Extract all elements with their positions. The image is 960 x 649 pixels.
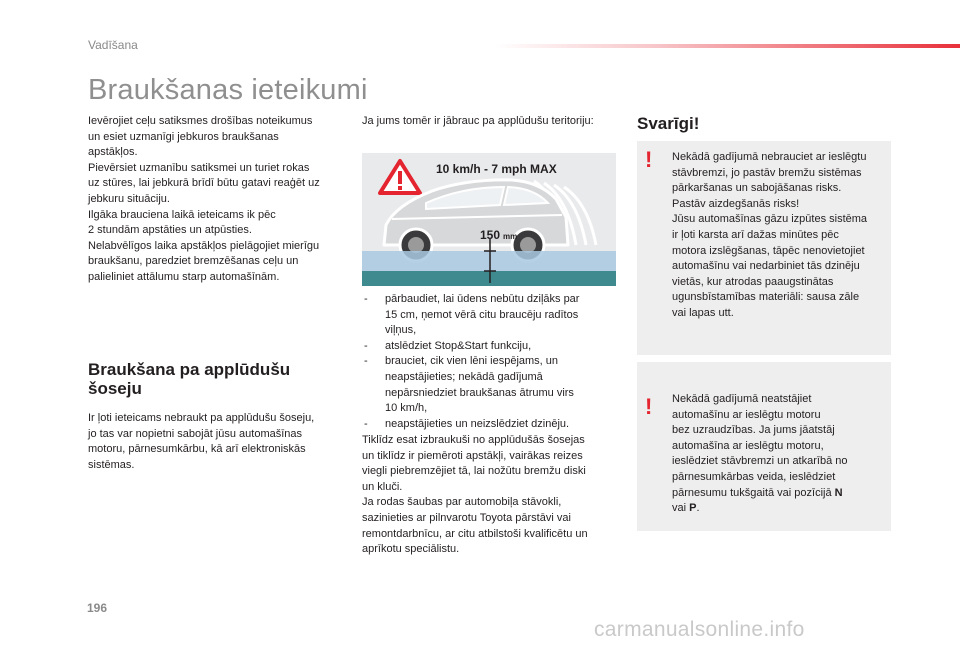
warning-line: Nekādā gadījumā nebrauciet ar ieslēgtu [672,151,867,163]
after-line: remontdarbnīcu, ar citu atbilstoši kvalificētu un [362,527,588,540]
after-line: Ja rodas šaubas par automobiļa stāvokli, [362,496,562,509]
list-item [362,339,579,355]
flooded-car-illustration [362,153,616,286]
warning-line: ir ļoti karsta arī dažas minūtes pēc [672,228,839,241]
bullet-line: nepārsniedziet braukšanas ātrumu virs [385,386,574,399]
flood-line: motoru, pārnesumkārbu, kā arī elektroniskās [88,443,306,456]
warning-line: vai lapas utt. [672,306,734,319]
bullet-marker: - [364,355,368,368]
speed-limit-label: 10 km/h - 7 mph MAX [436,162,557,176]
intro-line: Pievērsiet uzmanību satiksmei un turiet rokas [88,161,310,174]
road-surface [362,271,616,286]
warning-line: pārnesumkārbas veida, ieslēdziet [672,470,836,483]
car-water-drawing [362,153,616,286]
warning-line: vietās, kur atrodas paaugstinātas [672,275,834,288]
intro-line: jebkuru situāciju. [88,192,170,205]
intro-line: uz stūres, lai jebkurā brīdī būtu gatavi reaģēt uz [88,177,320,190]
bullet-line: 15 cm, ņemot vērā citu braucēju radītos [385,308,579,321]
intro-line: braukšanu, paredziet bremzēšanas ceļu un [88,255,299,268]
section-label: Vadīšana [88,38,138,52]
warning-line [672,486,847,502]
warning-line-end: . [696,502,700,515]
bullet-line: 10 km/h, [385,402,428,415]
bullet-line: pārbaudiet, lai ūdens nebūtu dziļāks par [385,293,580,305]
after-line: sazinieties ar pilnvarotu Toyota pārstāvi vai [362,511,571,524]
flood-line: jo tas var nopietni sabojāt jūsu automašīnas [88,427,303,440]
list-item [362,292,579,339]
gear-position-n: N [834,486,843,499]
depth-value: 150 [480,228,501,242]
warning-line: automašīnu ar ieslēgtu motoru [672,408,821,421]
warning-line [672,501,847,517]
bullet-line: neapstājieties; nekādā gadījumā [385,370,543,383]
after-line: un kluči. [362,480,403,493]
bullet-line: brauciet, cik vien lēni iespējams, un [385,355,559,368]
bullet-marker: - [364,339,368,352]
exclamation-icon: ! [645,147,653,172]
water-level [362,251,616,271]
warning-line: pārkaršanas un sabojāšanas risks. [672,182,842,195]
flood-line: Ir ļoti ieteicams nebraukt pa applūdušu šoseju, [88,412,315,424]
after-line: viegli piebremzējiet tā, lai nožūtu bremžu diski [362,465,586,478]
intro-line: palieliniet attālumu starp automašīnām. [88,270,280,283]
intro-line: un esiet uzmanīgi jebkuros braukšanas [88,130,279,143]
page-number: 196 [87,601,108,615]
flood-line: sistēmas. [88,458,135,471]
bullet-line: atslēdziet Stop&Start funkciju, [385,339,532,352]
warning-line: Pastāv aizdegšanās risks! [672,197,800,210]
after-line: un tiklīdz ir piemēroti apstākļi, vairākas reizes [362,449,583,462]
warning-line-text: pārnesumu tukšgaitā vai pozīcijā [672,486,835,499]
warning-box-unattended-engine [637,362,891,531]
intro-paragraph [88,114,350,286]
warning-line: ieslēdziet stāvbremzi un atkarībā no [672,455,848,468]
warning-line: Nekādā gadījumā neatstājiet [672,393,812,405]
header-rule [495,44,960,48]
warning-line: automašīnu vai nedarbiniet tās dzinēju [672,260,860,273]
warning-triangle-icon [380,161,420,193]
list-item [362,354,579,416]
gear-position-p: P [689,502,697,515]
warning-box-parking-brake [637,141,891,355]
warning-line: ugunsbīstamības materiāli: sausa zāle [672,291,860,304]
heading-line: šoseju [88,379,142,398]
warning-line-text: vai [672,502,690,515]
flooded-road-paragraph [88,411,350,473]
intro-line: Ievērojiet ceļu satiksmes drošības noteikumus [88,115,313,127]
depth-unit: mm [503,232,518,241]
important-heading: Svarīgi! [637,114,700,133]
bullet-line: neapstājieties un neizslēdziet dzinēju. [385,417,570,430]
after-line: aprīkotu speciālistu. [362,543,460,556]
intro-line: 2 stundām apstāties un atpūsties. [88,224,252,237]
flooded-road-heading [88,360,290,398]
warning-line: Jūsu automašīnas gāzu izpūtes sistēma [672,213,868,226]
page-title: Braukšanas ieteikumi [88,74,368,106]
warning-line: bez uzraudzības. Ja jums jāatstāj [672,424,835,437]
bullet-line: viļņus, [385,324,417,337]
bullet-marker: - [364,293,368,305]
flood-lead-text: Ja jums tomēr ir jābrauc pa applūdušu teritoriju: [362,115,594,127]
heading-line: Braukšana pa applūdušu [88,360,291,379]
watermark: carmanualsonline.info [594,618,805,641]
flood-bullet-list [362,292,579,432]
warning-line: stāvbremzi, jo pastāv bremžu sistēmas [672,166,862,179]
bullet-marker: - [364,417,368,430]
intro-line: Nelabvēlīgos laika apstākļos pielāgojiet mierīgu [88,239,320,252]
warning-line: motora izslēgšanas, tāpēc nenovietojiet [672,244,865,257]
intro-line: Ilgāka brauciena laikā ieteicams ik pēc [88,208,276,221]
warning-line: automašīna ar ieslēgtu motoru, [672,439,824,452]
exclamation-icon: ! [645,394,653,419]
list-item [362,417,579,433]
after-flood-paragraph [362,433,588,558]
intro-line: apstākļos. [88,146,138,159]
warning-text [672,392,847,517]
after-line: Tiklīdz esat izbraukuši no applūdušās šosejas [362,434,585,446]
warning-text [672,150,867,322]
